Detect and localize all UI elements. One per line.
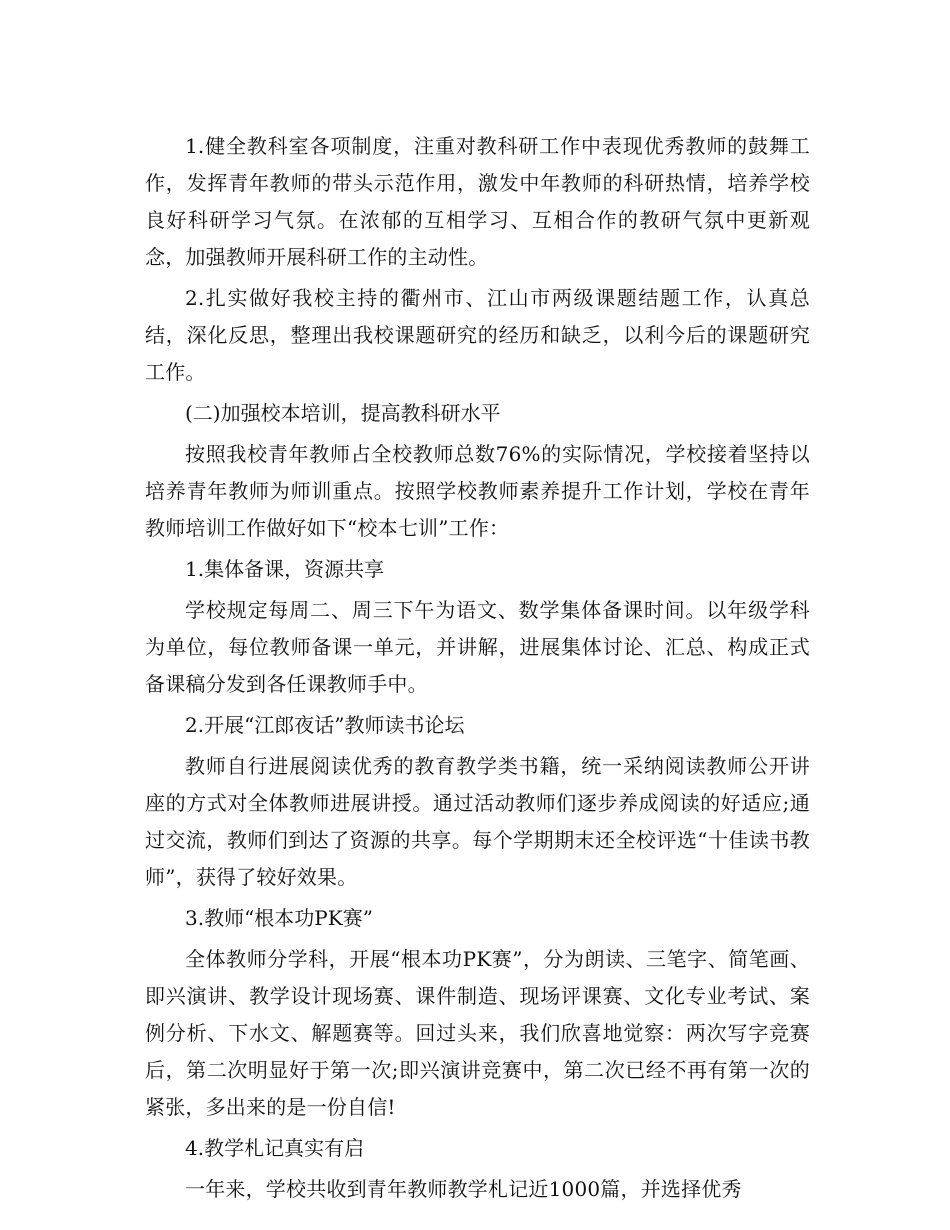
paragraph-project-conclusion: 2.扎实做好我校主持的衢州市、江山市两级课题结题工作，认真总结，深化反思，整理出我校课题研究的经历和缺乏，以利今后的课题研究工作。 — [145, 286, 810, 384]
subheading-basic-skills-contest: 3.教师“根本功PK赛” — [185, 906, 373, 930]
subheading-collective-lesson-prep: 1.集体备课，资源共享 — [185, 557, 385, 581]
paragraph-reading-forum: 教师自行进展阅读优秀的教育教学类书籍，统一采纳阅读教师公开讲座的方式对全体教师进展讲授。通过活动教师们逐步养成阅读的好适应;通过交流，教师们到达了资源的共享。每个学期期末还全校评选“十佳读书教师”，获得了较好效果。 — [145, 754, 810, 889]
paragraph-teaching-research-system: 1.健全教科室各项制度，注重对教科研工作中表现优秀教师的鼓舞工作，发挥青年教师的带头示范作用，激发中年教师的科研热情，培养学校良好科研学习气氛。在浓郁的互相学习、互相合作的教研气氛中更新观念，加强教师开展科研工作的主动性。 — [145, 134, 810, 269]
document-body — [145, 128, 810, 1208]
subheading-reading-forum: 2.开展“江郎夜话”教师读书论坛 — [185, 713, 465, 737]
subheading-teaching-notes: 4.教学札记真实有启 — [185, 1136, 365, 1160]
section-heading-school-training: (二)加强校本培训，提高教科研水平 — [185, 401, 501, 425]
paragraph-collective-lesson-prep: 学校规定每周二、周三下午为语文、数学集体备课时间。以年级学科为单位，每位教师备课一单元，并讲解，进展集体讨论、汇总、构成正式备课稿分发到各任课教师手中。 — [145, 598, 810, 696]
paragraph-young-teachers: 按照我校青年教师占全校教师总数76%的实际情况，学校接着坚持以培养青年教师为师训重点。按照学校教师素养提升工作计划，学校在青年教师培训工作做好如下“校本七训”工作： — [145, 442, 810, 540]
paragraph-teaching-notes: 一年来，学校共收到青年教师教学札记近1000篇，并选择优秀 — [185, 1177, 742, 1201]
paragraph-basic-skills-contest: 全体教师分学科，开展“根本功PK赛”，分为朗读、三笔字、简笔画、即兴演讲、教学设计现场赛、课件制造、现场评课赛、文化专业考试、案例分析、下水文、解题赛等。回过头来，我们欣喜地觉察：两次写字竞赛后，第二次明显好于第一次;即兴演讲竞赛中，第二次已经不再有第一次的紧张，多出来的是一份自信! — [145, 947, 810, 1119]
